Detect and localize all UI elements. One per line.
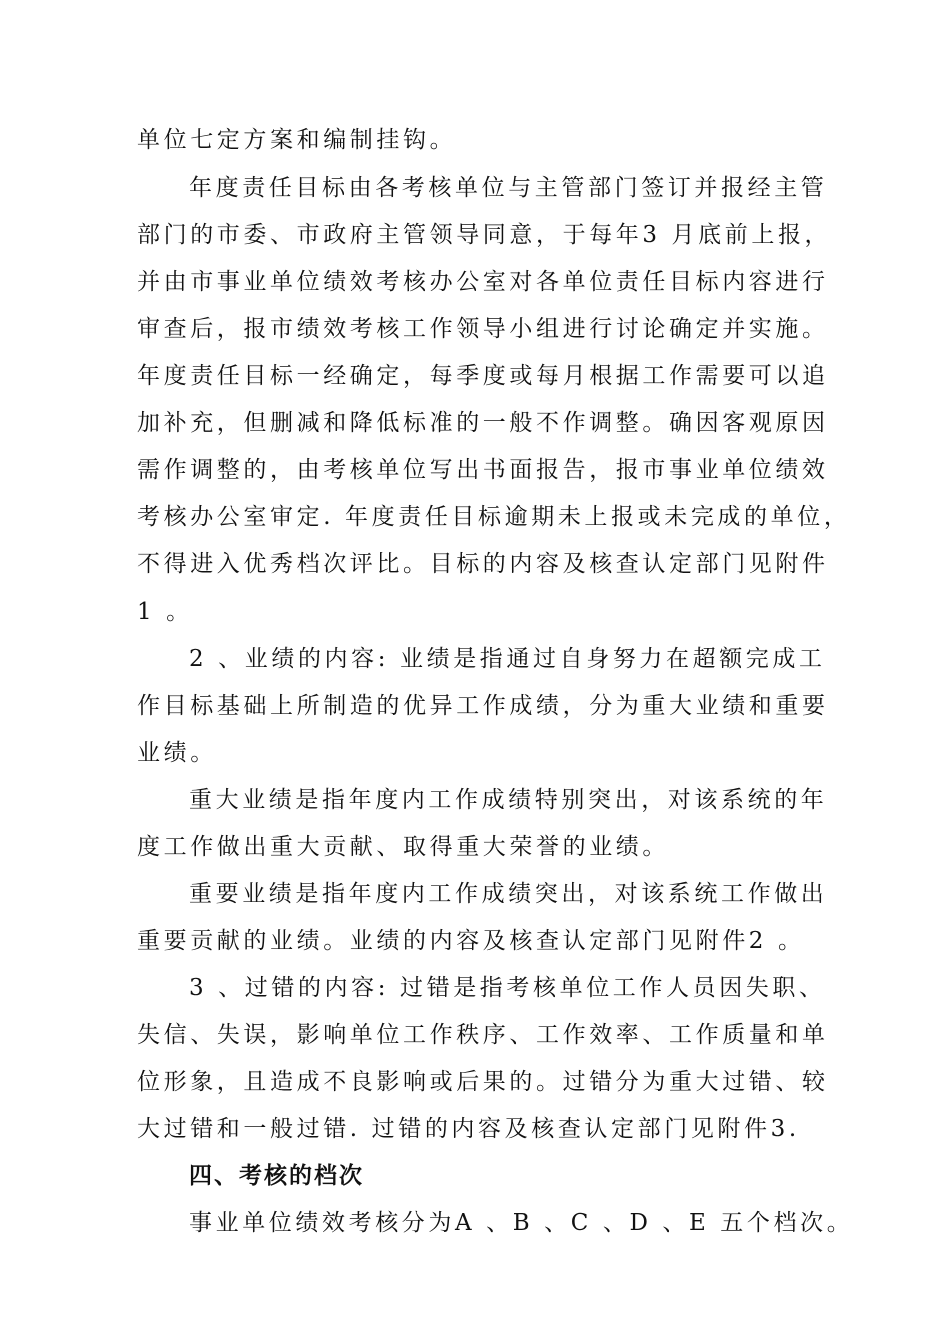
paragraph-line: 部门的市委、市政府主管领导同意，于每年3 月底前上报， — [137, 222, 832, 248]
paragraph-line: 重要贡献的业绩。业绩的内容及核查认定部门见附件2 。 — [137, 928, 805, 954]
paragraph-line: 作目标基础上所制造的优异工作成绩，分为重大业绩和重要 — [137, 693, 829, 719]
paragraph-line: 重要业绩是指年度内工作成绩突出，对该系统工作做出 — [189, 881, 828, 907]
section-heading: 四、考核的档次 — [189, 1162, 364, 1189]
paragraph-line: 失信、失误，影响单位工作秩序、工作效率、工作质量和单 — [137, 1022, 829, 1048]
paragraph-line: 1 。 — [137, 599, 193, 625]
paragraph-line: 重大业绩是指年度内工作成绩特别突出，对该系统的年 — [189, 787, 828, 813]
paragraph-line: 并由市事业单位绩效考核办公室对各单位责任目标内容进行 — [137, 269, 829, 295]
paragraph-line: 不得进入优秀档次评比。目标的内容及核查认定部门见附件 — [137, 551, 829, 577]
paragraph-line: 3 、过错的内容: 过错是指考核单位工作人员因失职、 — [189, 975, 826, 1001]
paragraph-line: 事业单位绩效考核分为A 、B 、C 、D 、E 五个档次。 — [189, 1210, 854, 1236]
paragraph-line: 加补充，但删减和降低标准的一般不作调整。确因客观原因 — [137, 410, 829, 436]
paragraph-line: 业绩。 — [137, 740, 217, 766]
paragraph-line: 年度责任目标由各考核单位与主管部门签订并报经主管 — [189, 175, 828, 201]
paragraph-line: 考核办公室审定. 年度责任目标逾期未上报或未完成的单位， — [137, 504, 851, 530]
paragraph-line: 单位七定方案和编制挂钩。 — [137, 127, 457, 153]
paragraph-line: 大过错和一般过错. 过错的内容及核查认定部门见附件3. — [137, 1116, 800, 1142]
paragraph-line: 位形象，且造成不良影响或后果的。过错分为重大过错、较 — [137, 1069, 829, 1095]
paragraph-line: 度工作做出重大贡献、取得重大荣誉的业绩。 — [137, 834, 669, 860]
paragraph-line: 年度责任目标一经确定，每季度或每月根据工作需要可以追 — [137, 363, 829, 389]
paragraph-line: 2 、业绩的内容: 业绩是指通过自身努力在超额完成工 — [189, 646, 826, 672]
paragraph-line: 审查后，报市绩效考核工作领导小组进行讨论确定并实施。 — [137, 316, 829, 342]
paragraph-line: 需作调整的，由考核单位写出书面报告，报市事业单位绩效 — [137, 457, 829, 483]
